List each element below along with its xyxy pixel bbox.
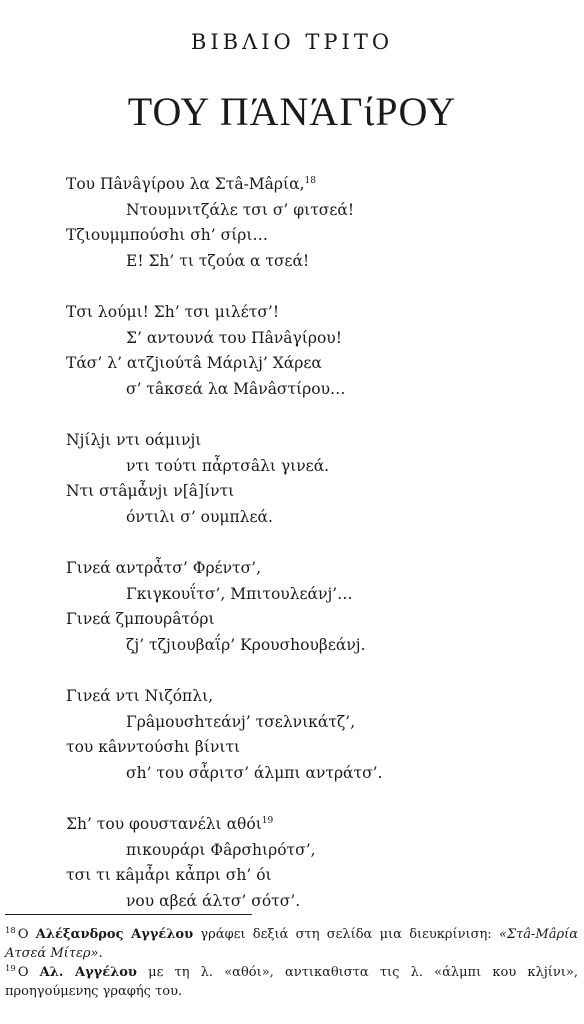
poem-line: Γινεά ντι Νιζόπλι, (66, 687, 214, 705)
poem-line: ντι τούτι πἆρτσâλι γινεά. (126, 456, 330, 475)
poem-line: σ’ τâκσεά λα Μâνâστίρου… (126, 379, 346, 398)
stanza (66, 684, 566, 786)
footnote-divider (5, 914, 252, 915)
poem-line: Του Πâνâγίρου λα Στâ-Μâρία,$^{18}$ (66, 175, 316, 193)
poem-line: Ντουμνιτζάλε τσι σ’ φιτσεά! (126, 200, 355, 219)
footnote-reference: 19 (261, 815, 274, 826)
poem-line: Τζιουμμπούσhι σh’ σίρι… (66, 226, 268, 244)
poem-line: Γινεά ζμπουρâτόρι (66, 610, 215, 628)
poem-line: Τσι λούμι! Σh’ τσι μιλέτσ’! (66, 303, 280, 321)
poem-line: Τάσ’ λ’ ατζjιούτâ Μάριλj’ Χάρεα (66, 354, 322, 372)
footnote: $^{19}$ Ο Αλ. Αγγέλου με τη λ. «αθόι», αντικαθιστα τις λ. «άλμπι κου κλjίνι», προηγούμενης γραφής του. (5, 963, 578, 999)
poem-line: Γρâμουσhτεάνj’ τσελνικάτζ’, (126, 712, 356, 731)
stanza (66, 300, 566, 402)
chapter-title: ΤΟΥ ΠΆΝΆΓίΡΟΥ (127, 89, 457, 134)
stanza (66, 428, 566, 530)
poem-line: Ντι στâμἆνjι ν[â]ίντι (66, 482, 235, 500)
stanza (66, 812, 566, 914)
poem-line: πικουράρι Φâρσhιρότσ’, (126, 840, 316, 859)
poem-line: Σh’ του φουστανέλι αθόι$^{19}$ (66, 815, 274, 833)
poem-line: Σ’ αντουνά του Πâνâγίρου! (126, 328, 342, 347)
stanza (66, 556, 566, 658)
poem-line: Ε! Σh’ τι τζούα α τσεά! (126, 251, 310, 270)
book-title: ΒΙΒΛΙΟ ΤΡΙΤΟ (190, 30, 394, 54)
poem-line: τσι τι κâμἆρι κἆπρι σh’ όι (66, 866, 272, 884)
poem-line: σh’ του σἆριτσ’ άλμπι αντράτσ’. (126, 763, 383, 782)
footnote-number: 19 (5, 963, 16, 974)
poem-line: Γκιγκουΐτσ’, Μπιτουλεάνj’… (126, 584, 353, 603)
poem-line: Νjίλjι ντι οάμινjι (66, 431, 202, 449)
footnote-number: 18 (5, 925, 16, 936)
poem (66, 172, 566, 940)
footnotes (5, 925, 578, 1001)
poem-line: ζj’ τζjιουβαΐρ’ Κρουσhουβεάνj. (126, 635, 366, 654)
poem-line: όντιλι σ’ ουμπλεά. (126, 507, 273, 526)
poem-line: Γινεά αντρἆτσ’ Φρέντσ’, (66, 559, 262, 577)
footnote-reference: 18 (304, 175, 316, 186)
footnote: $^{18}$ Ο Αλέξανδρος Αγγέλου γράφει δεξιά στη σελίδα μια διευκρίνιση: «Στâ-Μâρία Ατσεά Μίτερ». (5, 925, 578, 961)
poem-line: του κâνντούσhι βίνιτι (66, 738, 241, 756)
stanza (66, 172, 566, 274)
poem-line: νου αβεά άλτσ’ σότσ’. (126, 891, 301, 910)
